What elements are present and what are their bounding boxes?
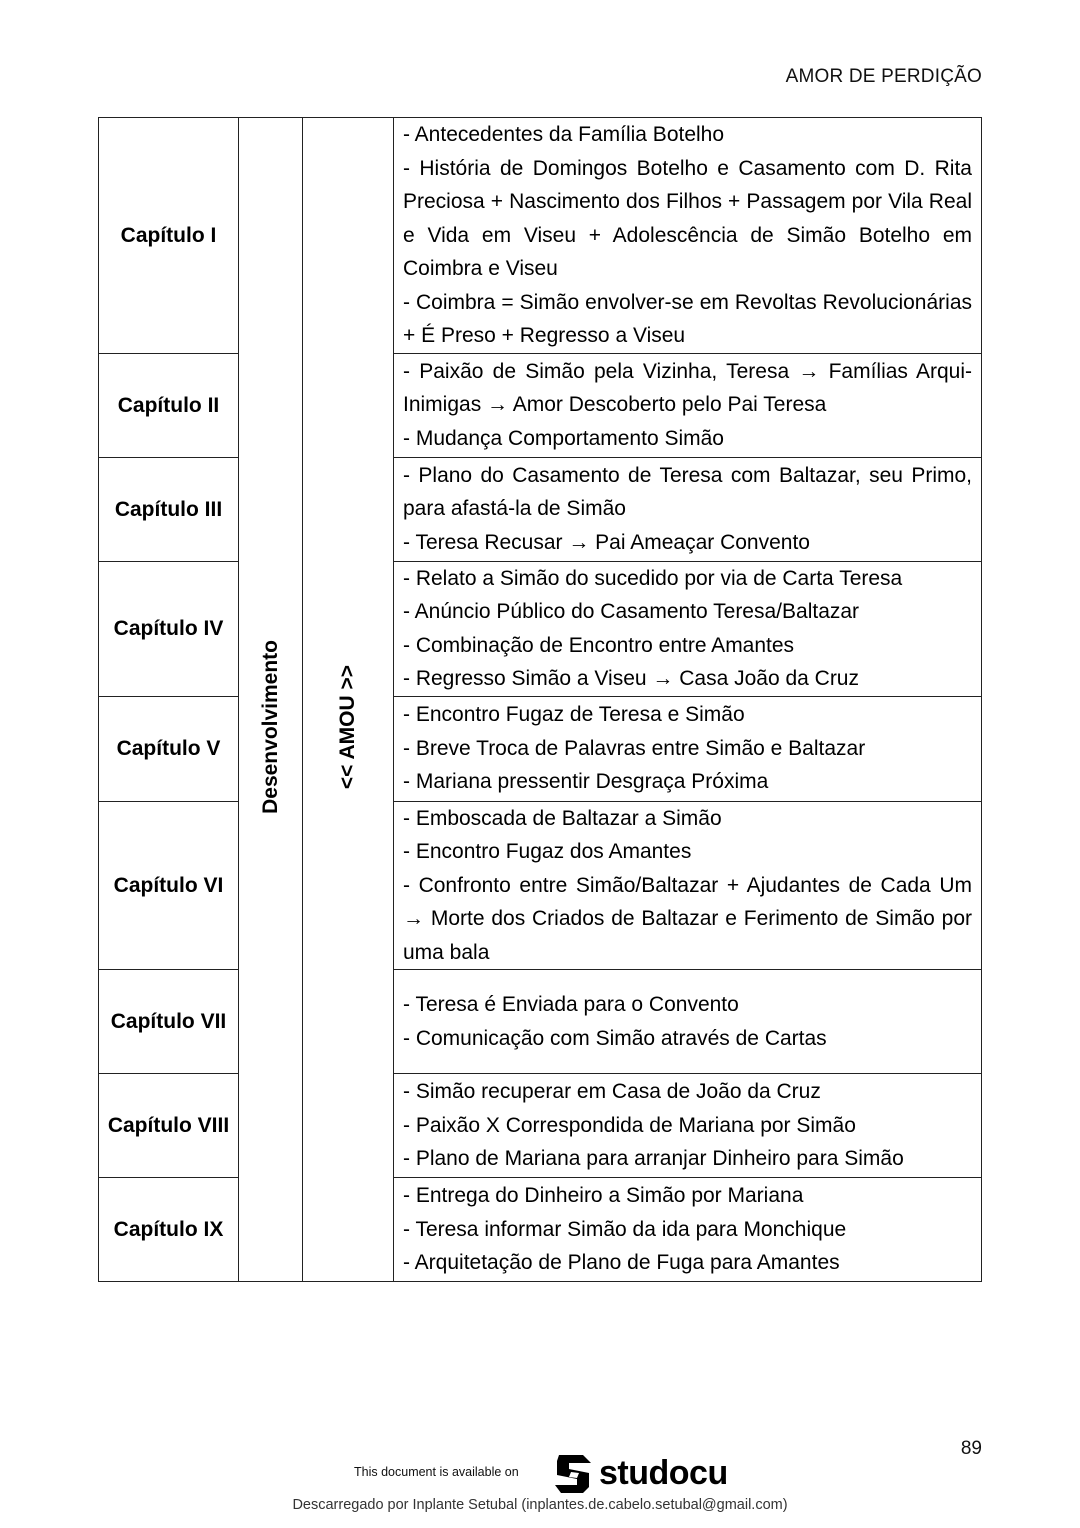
summary-item: - Mudança Comportamento Simão xyxy=(403,426,724,450)
summary-item: - Encontro Fugaz de Teresa e Simão xyxy=(403,703,745,727)
download-attribution: Descarregado por Inplante Setubal (inplantes.de.cabelo.setubal@gmail.com) xyxy=(292,1497,788,1513)
chapter-summary xyxy=(394,1074,982,1178)
chapter-label: Capítulo IV xyxy=(99,561,239,696)
summary-item: - Regresso Simão a Viseu → Casa João da Cruz xyxy=(403,667,859,690)
chapter-summary xyxy=(394,353,982,457)
summary-item: - Anúncio Público do Casamento Teresa/Baltazar xyxy=(403,600,860,623)
chapter-label: Capítulo II xyxy=(99,353,239,457)
chapter-summary xyxy=(394,118,982,354)
table-row xyxy=(99,118,982,354)
summary-item: - Plano de Mariana para arranjar Dinheiro para Simão xyxy=(403,1147,904,1171)
chapter-summary xyxy=(394,696,982,801)
summary-item: - Teresa é Enviada para o Convento xyxy=(403,993,739,1016)
summary-item: - Teresa Recusar → Pai Ameaçar Convento xyxy=(403,530,810,554)
chapter-label: Capítulo I xyxy=(99,118,239,354)
table-row xyxy=(99,561,982,696)
summary-item: - Combinação de Encontro entre Amantes xyxy=(403,633,795,657)
chapter-summary xyxy=(394,970,982,1074)
table-row xyxy=(99,353,982,457)
summary-item: - Coimbra = Simão envolver-se em Revoltas Revolucionárias + É Preso + Regresso a Viseu xyxy=(403,290,972,347)
summary-item: - Arquitetação de Plano de Fuga para Amantes xyxy=(403,1251,840,1275)
summary-item: - Antecedentes da Família Botelho xyxy=(403,123,725,146)
summary-item: - Plano do Casamento de Teresa com Baltazar, seu Primo, para afastá-la de Simão xyxy=(403,463,972,521)
chapter-label: Capítulo III xyxy=(99,457,239,561)
studocu-logo[interactable] xyxy=(553,1450,728,1496)
table-row xyxy=(99,970,982,1074)
summary-item: - Paixão de Simão pela Vizinha, Teresa → Famílias Arqui-Inimigas → Amor Descoberto pelo Pai Teresa xyxy=(403,359,972,417)
summary-item: - Entrega do Dinheiro a Simão por Mariana xyxy=(403,1184,804,1208)
phase-cell xyxy=(239,118,303,1282)
summary-item: - Breve Troca de Palavras entre Simão e Baltazar xyxy=(403,736,866,760)
chapter-summary xyxy=(394,801,982,970)
summary-item: - Paixão X Correspondida de Mariana por Simão xyxy=(403,1113,856,1137)
chapter-summary xyxy=(394,561,982,696)
table-row xyxy=(99,801,982,970)
table-row xyxy=(99,457,982,561)
summary-item: - Teresa informar Simão da ida para Monchique xyxy=(403,1217,847,1241)
phase-label: Desenvolvimento xyxy=(258,640,282,814)
page-number: 89 xyxy=(960,1438,982,1459)
chapter-label: Capítulo V xyxy=(99,696,239,801)
theme-cell xyxy=(303,118,394,1282)
summary-item: - História de Domingos Botelho e Casamento com D. Rita Preciosa + Nascimento dos Filhos + Passagem por Vila Real e Vida em Viseu + Adolescência de Simão Botelho em Coimbra e Viseu xyxy=(403,156,972,280)
summary-item: - Simão recuperar em Casa de João da Cruz xyxy=(403,1080,821,1104)
chapter-summary xyxy=(394,1178,982,1282)
summary-item: - Emboscada de Baltazar a Simão xyxy=(403,806,722,830)
summary-item: - Comunicação com Simão através de Cartas xyxy=(403,1026,827,1050)
summary-item: - Encontro Fugaz dos Amantes xyxy=(403,840,692,863)
chapter-label: Capítulo VI xyxy=(99,801,239,970)
summary-item: - Relato a Simão do sucedido por via de Carta Teresa xyxy=(403,566,903,590)
studocu-wordmark: studocu xyxy=(599,1453,728,1492)
studocu-logo-icon xyxy=(553,1451,595,1495)
table-row xyxy=(99,1178,982,1282)
chapter-summary xyxy=(394,457,982,561)
summary-item: - Mariana pressentir Desgraça Próxima xyxy=(403,770,769,794)
table-row xyxy=(99,696,982,801)
table-row xyxy=(99,1074,982,1178)
chapter-label: Capítulo IX xyxy=(99,1178,239,1282)
summary-item: - Confronto entre Simão/Baltazar + Ajudantes de Cada Um → Morte dos Criados de Baltazar e Ferimento de Simão por uma bala xyxy=(403,873,972,964)
chapter-summary-table xyxy=(98,117,982,1282)
theme-label: << AMOU >> xyxy=(336,664,359,790)
chapter-label: Capítulo VIII xyxy=(99,1074,239,1178)
availability-notice: This document is available on xyxy=(354,1465,519,1479)
running-header-title: AMOR DE PERDIÇÃO xyxy=(785,66,982,87)
chapter-label: Capítulo VII xyxy=(99,970,239,1074)
